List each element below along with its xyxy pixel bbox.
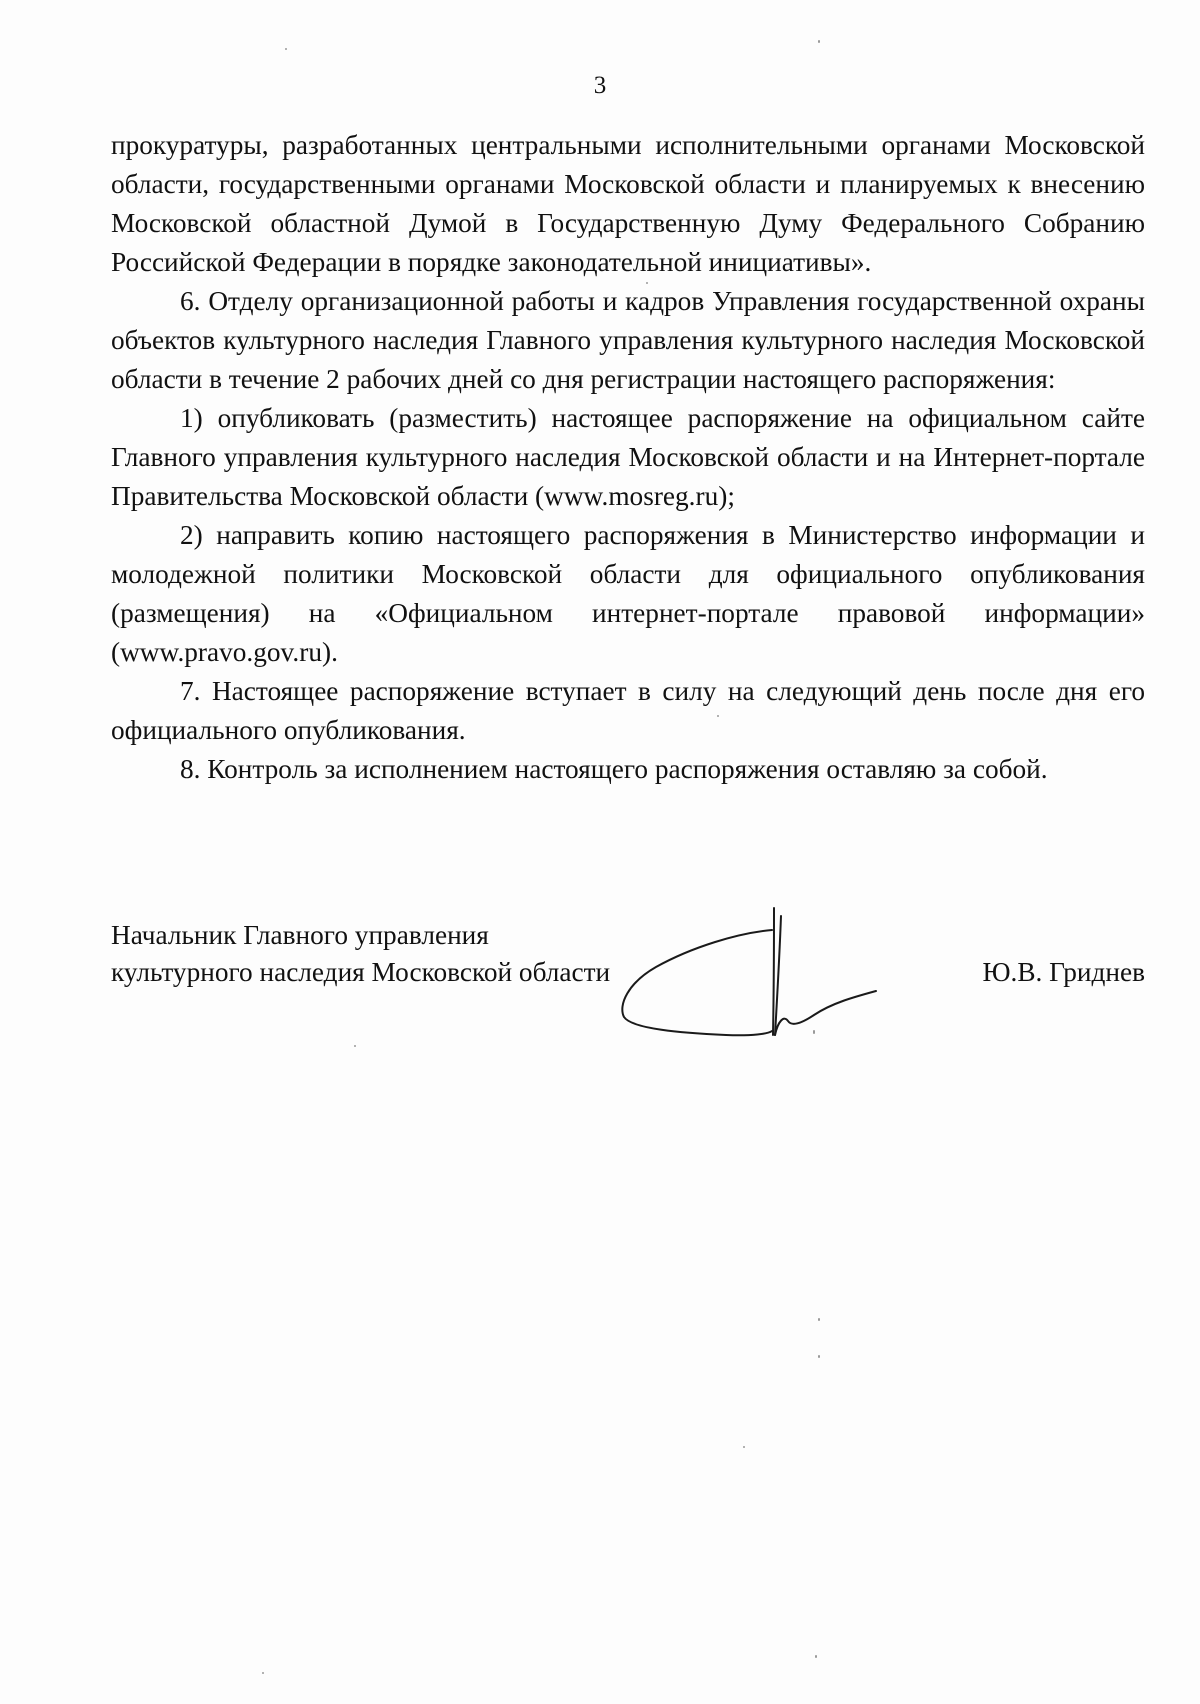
- paragraph-item-8: 8. Контроль за исполнением настоящего распоряжения оставляю за собой.: [180, 754, 1048, 784]
- scan-speck: [646, 282, 648, 284]
- scan-speck: [717, 715, 719, 717]
- scan-speck: [262, 1672, 264, 1674]
- signatory-title: [111, 917, 610, 991]
- scan-speck: [815, 1655, 817, 1658]
- signatory-name: Ю.В. Гриднев: [982, 957, 1145, 987]
- scan-speck: [818, 1318, 820, 1321]
- scan-speck: [354, 1045, 356, 1047]
- paragraph-subitem-1: 1) опубликовать (разместить) настоящее распоряжение на официальном сайте Главного управления культурного наследия Московской области и на Интернет-портале Правительства Московской области (www.mosreg.ru);: [111, 403, 1145, 511]
- scan-speck: [818, 1355, 820, 1358]
- handwritten-signature: [620, 895, 910, 1045]
- page-number: 3: [593, 72, 607, 99]
- signatory-title-line-1: Начальник Главного управления: [111, 920, 489, 950]
- paragraph-subitem-2: 2) направить копию настоящего распоряжения в Министерство информации и молодежной политики Московской области для официального опубликования (размещения) на «Официальном интернет-портале правовой информации» (www.pravo.gov.ru).: [111, 520, 1145, 667]
- scan-speck: [743, 1446, 745, 1448]
- scan-speck: [285, 48, 287, 50]
- paragraph-continuation: прокуратуры, разработанных центральными исполнительными органами Московской области, государственными органами Московской области и планируемых к внесению Московской областной Думой в Государственную Думу Федерального Собранию Российской Федерации в порядке законодательной инициативы».: [111, 130, 1145, 277]
- paragraph-item-7: 7. Настоящее распоряжение вступает в силу на следующий день после дня его официального опубликования.: [111, 676, 1145, 745]
- document-body: [111, 126, 1145, 789]
- signatory-title-line-2: культурного наследия Московской области: [111, 957, 611, 987]
- scan-speck: [818, 40, 820, 43]
- scan-speck: [813, 1030, 815, 1034]
- paragraph-item-6: 6. Отделу организационной работы и кадров Управления государственной охраны объектов культурного наследия Главного управления культурного наследия Московской области в течение 2 рабочих дней со дня регистрации настоящего распоряжения:: [111, 286, 1145, 394]
